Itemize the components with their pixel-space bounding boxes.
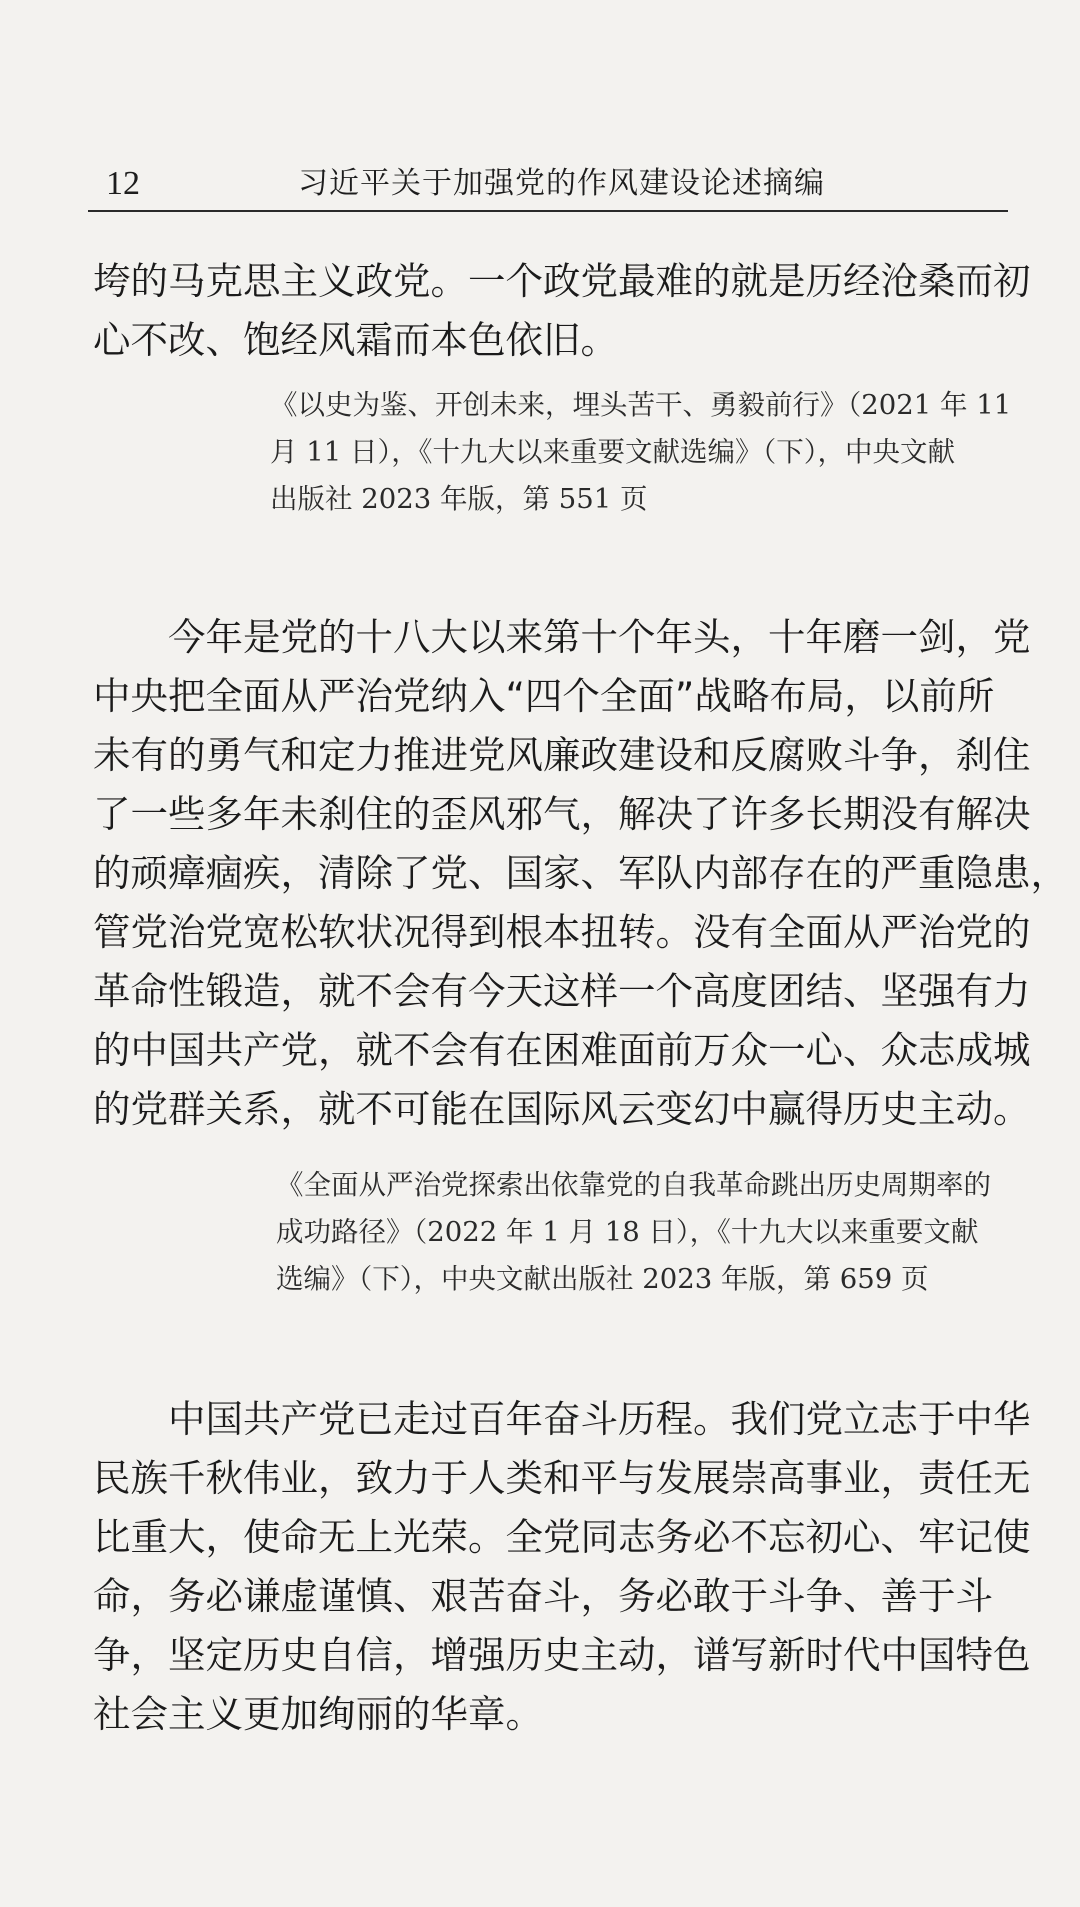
body-paragraph-2 — [93, 608, 1068, 1139]
text-line: 革命性锻造，就不会有今天这样一个高度团结、坚强有力 — [93, 969, 1031, 1013]
header-divider — [88, 210, 1008, 212]
citation-line: 出版社 2023 年版，第 551 页 — [270, 483, 648, 515]
body-paragraph-1 — [93, 252, 1031, 370]
book-title: 习近平关于加强党的作风建设论述摘编 — [298, 166, 825, 201]
text-line: 心不改、饱经风霜而本色依旧。 — [93, 318, 618, 362]
text-line: 的中国共产党，就不会有在困难面前万众一心、众志成城 — [93, 1028, 1031, 1072]
text-line: 的党群关系，就不可能在国际风云变幻中赢得历史主动。 — [93, 1087, 1031, 1131]
citation-1 — [270, 382, 1015, 523]
citation-2 — [276, 1162, 1016, 1303]
text-line: 民族千秋伟业，致力于人类和平与发展崇高事业，责任无 — [93, 1456, 1031, 1500]
citation-line: 月 11 日），《十九大以来重要文献选编》（下），中央文献 — [270, 436, 955, 468]
text-line: 管党治党宽松软状况得到根本扭转。没有全面从严治党的 — [93, 910, 1031, 954]
text-line: 中国共产党已走过百年奋斗历程。我们党立志于中华 — [168, 1397, 1031, 1441]
text-line: 社会主义更加绚丽的华章。 — [93, 1692, 543, 1736]
text-line: 的顽瘴痼疾，清除了党、国家、军队内部存在的严重隐患， — [93, 851, 1068, 895]
text-line: 垮的马克思主义政党。一个政党最难的就是历经沧桑而初 — [93, 259, 1031, 303]
page-number: 12 — [106, 165, 140, 202]
text-line: 命，务必谦虚谨慎、艰苦奋斗，务必敢于斗争、善于斗 — [93, 1574, 993, 1618]
text-line: 未有的勇气和定力推进党风廉政建设和反腐败斗争，刹住 — [93, 733, 1031, 777]
text-line: 今年是党的十八大以来第十个年头，十年磨一剑，党 — [168, 615, 1031, 659]
citation-line: 《全面从严治党探索出依靠党的自我革命跳出历史周期率的 — [276, 1169, 991, 1201]
running-header — [88, 158, 1008, 214]
citation-line: 成功路径》（2022 年 1 月 18 日），《十九大以来重要文献 — [276, 1216, 979, 1248]
body-paragraph-3 — [93, 1390, 1031, 1744]
text-line: 了一些多年未刹住的歪风邪气，解决了许多长期没有解决 — [93, 792, 1031, 836]
text-line: 比重大，使命无上光荣。全党同志务必不忘初心、牢记使 — [93, 1515, 1031, 1559]
citation-line: 选编》（下），中央文献出版社 2023 年版，第 659 页 — [276, 1263, 929, 1295]
text-line: 中央把全面从严治党纳入“四个全面”战略布局，以前所 — [93, 674, 995, 718]
text-line: 争，坚定历史自信，增强历史主动，谱写新时代中国特色 — [93, 1633, 1031, 1677]
citation-line: 《以史为鉴、开创未来，埋头苦干、勇毅前行》（2021 年 11 — [270, 389, 1012, 421]
